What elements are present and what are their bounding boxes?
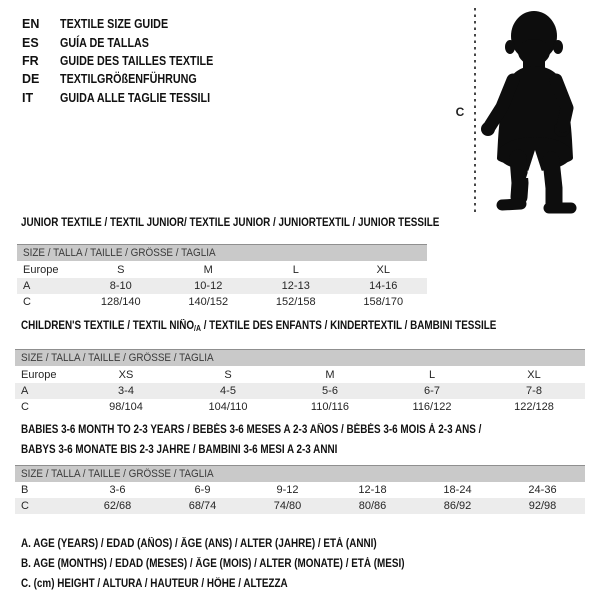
column-header: M (203, 263, 213, 276)
height-measure-label: C (455, 105, 465, 119)
legend-line-b: B. AGE (MONTHS) / EDAD (MESES) / ÂGE (MOIS) / ALTER (MONATE) / ETÀ (MESI) (21, 558, 405, 570)
language-row-fr (22, 52, 238, 70)
babies-size-table (15, 465, 585, 514)
table-row (15, 482, 585, 498)
column-header: M (325, 368, 335, 381)
babies-section-title (21, 420, 556, 460)
table-row (17, 278, 427, 294)
size-header-bar (17, 244, 427, 261)
table-cell: 80/86 (358, 500, 387, 512)
babies-title-line1: BABIES 3-6 MONTH TO 2-3 YEARS / BEBÉS 3-6 MESES A 2-3 AÑOS / BÉBÉS 3-6 MOIS À 2-3 ANS / (21, 424, 482, 436)
column-header: L (292, 263, 299, 276)
legend-line-c: C. (cm) HEIGHT / ALTURA / HAUTEUR / HÖHE / ALTEZZA (21, 578, 288, 590)
table-header-row (15, 366, 585, 383)
language-code: EN (22, 17, 40, 32)
table-cell: 86/92 (443, 500, 472, 512)
table-cell: 92/98 (528, 500, 557, 512)
table-cell: 122/128 (514, 401, 554, 413)
table-cell: 3-6 (109, 484, 126, 496)
babies-table (15, 482, 585, 514)
table-cell: 152/158 (275, 296, 316, 308)
baby-silhouette (475, 8, 593, 214)
children-title-text (21, 320, 496, 335)
table-row (17, 294, 427, 310)
table-cell: 18-24 (443, 484, 472, 496)
table-cell: 5-6 (322, 385, 338, 397)
table-cell: 8-10 (109, 280, 132, 292)
row-label: C (23, 296, 31, 308)
table-cell: 6-7 (424, 385, 440, 397)
column-header: S (117, 263, 125, 276)
table-cell: 140/152 (188, 296, 229, 308)
table-cell: 104/110 (208, 401, 248, 413)
measurement-legend (21, 534, 467, 594)
column-header: XL (376, 263, 390, 276)
table-header-row (17, 261, 427, 278)
table-cell: 9-12 (276, 484, 299, 496)
column-header: L (428, 368, 436, 381)
language-row-it (22, 89, 238, 107)
language-code: IT (22, 90, 34, 105)
children-section-title (21, 320, 574, 335)
column-header: XL (527, 368, 541, 381)
language-label: GUÍA DE TALLAS (60, 35, 149, 50)
row-label: C (21, 401, 29, 413)
table-cell: 24-36 (528, 484, 557, 496)
row-label: A (23, 280, 31, 292)
table-cell: 12-18 (358, 484, 387, 496)
language-label: GUIDA ALLE TAGLIE TESSILI (60, 90, 211, 105)
language-label: TEXTILGRÖßENFÜHRUNG (60, 72, 197, 87)
table-row (15, 399, 585, 415)
babies-title-line2: BABYS 3-6 MONATE BIS 2-3 JAHRE / BAMBINI 3-6 MESI A 2-3 ANNI (21, 444, 338, 456)
table-row (15, 498, 585, 514)
children-table (15, 366, 585, 415)
language-guide (22, 15, 238, 107)
junior-title-text: JUNIOR TEXTILE / TEXTIL JUNIOR/ TEXTILE JUNIOR / JUNIORTEXTIL / JUNIOR TESSILE (21, 217, 440, 229)
table-cell: 110/116 (310, 401, 350, 413)
language-row-es (22, 33, 238, 51)
row-label: C (21, 500, 29, 512)
column-header: S (224, 368, 232, 381)
children-title-part1: CHILDREN'S TEXTILE / TEXTIL NIÑO (21, 320, 195, 332)
table-cell: 68/74 (188, 500, 217, 512)
table-cell: 14-16 (369, 280, 398, 292)
language-row-en (22, 15, 238, 33)
table-row (15, 383, 585, 399)
legend-line-a: A. AGE (YEARS) / EDAD (AÑOS) / ÂGE (ANS) / ALTER (JAHRE) / ETÀ (ANNI) (21, 538, 377, 550)
language-label: TEXTILE SIZE GUIDE (60, 17, 169, 32)
table-cell: 116/122 (412, 401, 452, 413)
size-header-bar (15, 349, 585, 366)
row-label: A (21, 385, 29, 397)
junior-table (17, 261, 427, 310)
column-header: Europe (21, 368, 57, 381)
size-header-bar (15, 465, 585, 482)
table-cell: 62/68 (103, 500, 132, 512)
table-cell: 6-9 (194, 484, 211, 496)
column-header: Europe (23, 263, 59, 276)
size-header-label: SIZE / TALLA / TAILLE / GRÖSSE / TAGLIA (23, 247, 216, 259)
table-cell: 74/80 (273, 500, 302, 512)
language-row-de (22, 70, 238, 88)
row-label: B (21, 484, 29, 496)
size-header-label: SIZE / TALLA / TAILLE / GRÖSSE / TAGLIA (21, 468, 214, 480)
table-cell: 3-4 (118, 385, 134, 397)
language-label: GUIDE DES TAILLES TEXTILE (60, 53, 214, 68)
table-cell: 10-12 (194, 280, 223, 292)
size-header-label: SIZE / TALLA / TAILLE / GRÖSSE / TAGLIA (21, 352, 214, 364)
table-cell: 7-8 (526, 385, 542, 397)
table-cell: 128/140 (100, 296, 141, 308)
children-title-part2: / TEXTILE DES ENFANTS / KINDERTEXTIL / BAMBINI TESSILE (200, 320, 497, 332)
children-title-subscript: /A (194, 324, 201, 333)
table-cell: 158/170 (363, 296, 404, 308)
table-cell: 4-5 (220, 385, 236, 397)
table-cell: 98/104 (109, 401, 143, 413)
table-cell: 12-13 (281, 280, 310, 292)
children-size-table (15, 349, 585, 415)
column-header: XS (118, 368, 134, 381)
language-code: FR (22, 53, 39, 68)
junior-size-table (17, 244, 427, 310)
language-code: DE (22, 72, 40, 87)
language-code: ES (22, 35, 39, 50)
junior-section-title (21, 217, 507, 230)
